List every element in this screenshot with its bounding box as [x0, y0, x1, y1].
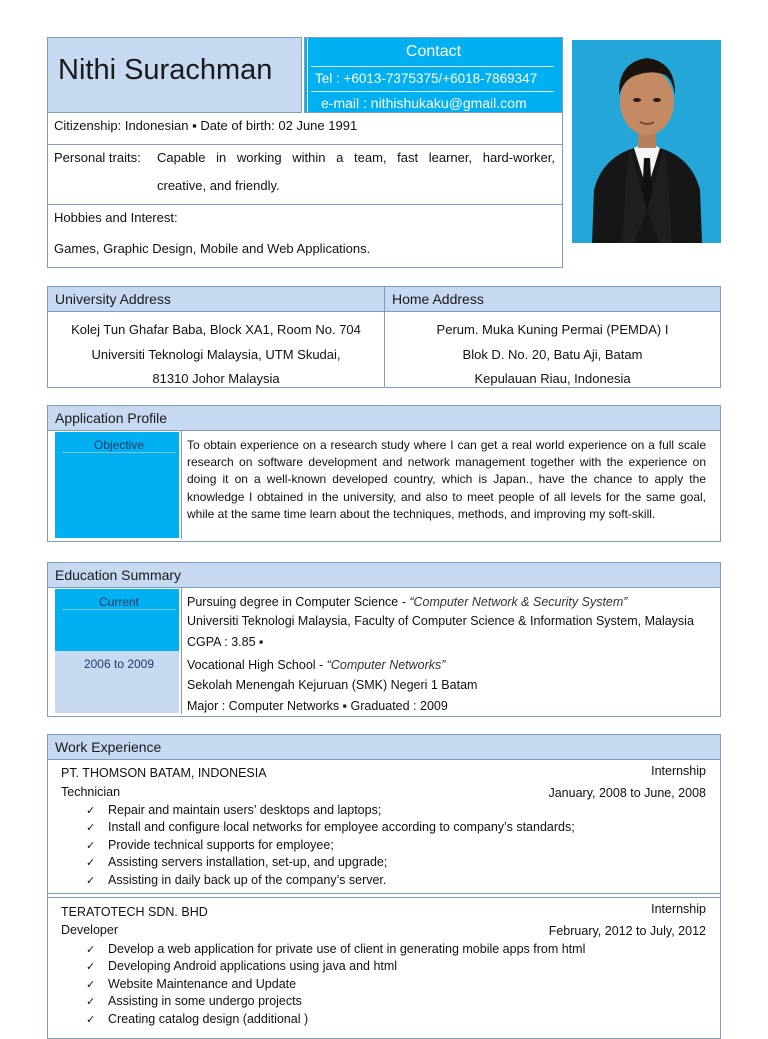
duty-item: ✓ Creating catalog design (additional ) [86, 1011, 585, 1028]
education-degree [187, 595, 627, 609]
degree-program: “Computer Networks” [326, 658, 446, 672]
home-address-line: Kepulauan Riau, Indonesia [474, 371, 631, 386]
job-type: Internship [651, 902, 706, 916]
home-address-line: Perum. Muka Kuning Permai (PEMDA) I [436, 322, 669, 337]
portrait-illustration [572, 40, 721, 243]
university-address-line: 81310 Johor Malaysia [152, 371, 280, 386]
job-company: PT. THOMSON BATAM, INDONESIA [61, 766, 267, 780]
degree-text: Vocational High School - [187, 658, 327, 672]
duty-item: ✓ Install and configure local networks for employee according to company’s standards; [86, 819, 575, 836]
traits-line-2: creative, and friendly. [157, 178, 280, 193]
university-address-line: Kolej Tun Ghafar Baba, Block XA1, Room No. 704 [71, 322, 361, 337]
education-degree [187, 658, 445, 672]
row-divider [48, 204, 562, 205]
objective-text: To obtain experience on a research study where I can get a real world experience on a full scale research on software development and network management together with the experience on doing it on a well-known developed country, which is Japan., have the chance to apply the knowledge I obtained in the university, and also to meet people of all levels for the same goal, while at the same time learn about the techniques, methods, and improving my soft-skill. [187, 438, 706, 521]
hobbies-label: Hobbies and Interest: [54, 210, 178, 225]
profile-photo [572, 40, 721, 243]
contact-title: Contact [405, 43, 462, 60]
education-detail: Major : Computer Networks ▪ Graduated : 2009 [187, 699, 448, 713]
university-address-line: Universiti Teknologi Malaysia, UTM Skudai, [91, 346, 341, 362]
duty-item: ✓ Website Maintenance and Update [86, 976, 585, 993]
duty-item: ✓ Assisting servers installation, set-up, and upgrade; [86, 854, 575, 871]
duty-item: ✓ Developing Android applications using java and html [86, 958, 585, 975]
education-institution: Universiti Teknologi Malaysia, Faculty of Computer Science & Information System, Malaysia [187, 614, 694, 628]
job-company: TERATOTECH SDN. BHD [61, 905, 208, 919]
education-summary-title: Education Summary [55, 567, 182, 583]
university-address-title: University Address [55, 291, 171, 307]
citizenship-row [54, 118, 357, 133]
objective-label: Objective [62, 438, 176, 453]
job-dates: February, 2012 to July, 2012 [548, 924, 706, 938]
degree-program: “Computer Network & Security System” [409, 595, 628, 609]
work-experience-header [47, 734, 721, 760]
row-divider [48, 144, 562, 145]
application-profile-title: Application Profile [55, 410, 168, 426]
contact-rule [311, 91, 554, 92]
university-address-header [47, 286, 385, 312]
job-divider [48, 893, 720, 898]
education-institution: Sekolah Menengah Kejuruan (SMK) Negeri 1 Batam [187, 678, 478, 692]
applicant-name: Nithi Surachman [58, 54, 273, 86]
job-role: Developer [61, 923, 118, 937]
name-box [47, 37, 302, 113]
dob-label: Date of birth: [200, 118, 275, 133]
traits-line-1: Capable in working within a team, fast learner, hard-worker, [157, 150, 555, 165]
work-experience-box [47, 759, 721, 1039]
home-address-line: Blok D. No. 20, Batu Aji, Batam [462, 346, 643, 362]
education-detail: CGPA : 3.85 ▪ [187, 635, 264, 649]
duty-item: ✓ Provide technical supports for employee; [86, 837, 575, 854]
contact-phone[interactable]: Tel : +6013-7375375/+6018-7869347 [315, 71, 538, 86]
dob-value: 02 June 1991 [278, 118, 358, 133]
education-period: 2006 to 2009 [83, 657, 155, 671]
university-address-box [47, 311, 385, 388]
job-dates: January, 2008 to June, 2008 [548, 786, 706, 800]
education-period-cell [55, 651, 179, 713]
citizenship-value: Indonesian [124, 118, 189, 133]
duty-item: ✓ Assisting in daily back up of the company’s server. [86, 872, 575, 889]
personal-info [47, 113, 563, 268]
education-period: Current [62, 595, 176, 610]
home-address-header [384, 286, 721, 312]
column-divider [181, 431, 182, 539]
home-address-title: Home Address [392, 291, 484, 307]
traits-label: Personal traits: [54, 150, 141, 165]
application-profile-box [47, 430, 721, 542]
duty-item: ✓ Assisting in some undergo projects [86, 993, 585, 1010]
application-profile-header [47, 405, 721, 431]
job-duties [86, 802, 575, 889]
job-duties [86, 941, 585, 1028]
hobbies-value: Games, Graphic Design, Mobile and Web Applications. [54, 241, 371, 256]
degree-text: Pursuing degree in Computer Science - [187, 595, 410, 609]
home-address-box [384, 311, 721, 388]
education-summary-header [47, 562, 721, 588]
contact-rule [311, 66, 554, 67]
contact-email[interactable]: e-mail : nithishukaku@gmail.com [321, 95, 527, 111]
separator-bullet: ▪ [192, 118, 201, 133]
column-divider [181, 588, 182, 714]
objective-cell [55, 432, 179, 538]
duty-item: ✓ Repair and maintain users’ desktops and laptops; [86, 802, 575, 819]
duty-item: ✓ Develop a web application for private use of client in generating mobile apps from html [86, 941, 585, 958]
work-experience-title: Work Experience [55, 739, 162, 755]
job-type: Internship [651, 764, 706, 778]
education-period-cell [55, 589, 179, 651]
contact-box [304, 37, 563, 113]
citizenship-label: Citizenship: [54, 118, 122, 133]
job-role: Technician [61, 785, 121, 799]
education-box [47, 587, 721, 717]
